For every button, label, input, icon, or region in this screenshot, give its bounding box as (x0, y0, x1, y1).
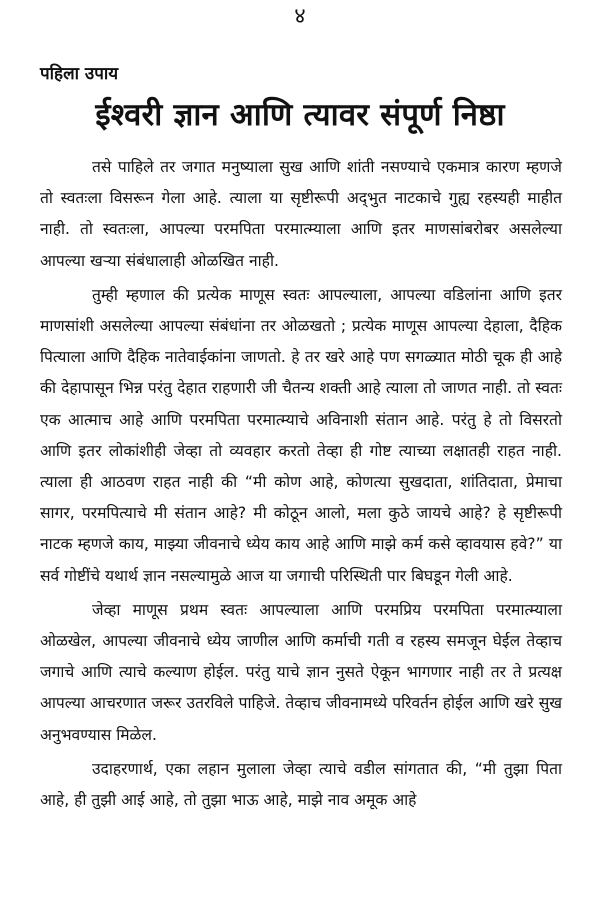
paragraph-3: जेव्हा माणूस प्रथम स्वतः आपल्याला आणि परमप्रिय परमपिता परमात्म्याला ओळखेल, आपल्या जीवनाचे ध्येय जाणील आणि कर्माची गती व रहस्य समजून घेईल तेव्हाच जगाचे आणि त्याचे कल्याण होईल. परंतु याचे ज्ञान नुसते ऐकून भागणार नाही तर ते प्रत्यक्ष आपल्या आचरणात जरूर उतरविले पाहिजे. तेव्हाच जीवनामध्ये परिवर्तन होईल आणि खरे सुख अनुभवण्यास मिळेल. (40, 600, 562, 744)
page-number: ४ (294, 4, 306, 29)
body-text (40, 152, 562, 819)
section-label: पहिला उपाय (40, 64, 119, 84)
paragraph-2: तुम्ही म्हणाल की प्रत्येक माणूस स्वतः आपल्याला, आपल्या वडिलांना आणि इतर माणसांशी असलेल्या आपल्या संबंधांना तर ओळखतो ; प्रत्येक माणूस आपल्या देहाला, दैहिक पित्याला आणि दैहिक नातेवाईकांना जाणतो. हे तर खरे आहे पण सगळ्यात मोठी चूक ही आहे की देहापासून भिन्न परंतु देहात राहणारी जी चैतन्य शक्ती आहे त्याला तो जाणत नाही. तो स्वतः एक आत्माच आहे आणि परमपिता परमात्म्याचे अविनाशी संतान आहे. परंतु हे तो विसरतो आणि इतर लोकांशीही जेव्हा तो व्यवहार करतो तेव्हा ही गोष्ट त्याच्या लक्षातही राहत नाही. त्याला ही आठवण राहत नाही की “मी कोण आहे, कोणत्या सुखदाता, शांतिदाता, प्रेमाचा सागर, परमपित्याचे मी संतान आहे? मी कोठून आलो, मला कुठे जायचे आहे? हे सृष्टीरूपी नाटक म्हणजे काय, माझ्या जीवनाचे ध्येय काय आहे आणि माझे कर्म कसे व्हावयास हवे?” या सर्व गोष्टींचे यथार्थ ज्ञान नसल्यामुळे आज या जगाची परिस्थिती पार बिघडून गेली आहे. (40, 285, 562, 585)
paragraph-1: तसे पाहिले तर जगात मनुष्याला सुख आणि शांती नसण्याचे एकमात्र कारण म्हणजे तो स्वतःला विसरून गेला आहे. त्याला या सृष्टीरूपी अद्‌भुत नाटकाचे गुह्य रहस्यही माहीत नाही. तो स्वतःला, आपल्या परमपिता परमात्म्याला आणि इतर माणसांबरोबर असलेल्या आपल्या खऱ्या संबंधालाही ओळखित नाही. (40, 158, 562, 270)
chapter-title: ईश्वरी ज्ञान आणि त्यावर संपूर्ण निष्ठा (95, 97, 505, 133)
paragraph-4: उदाहरणार्थ, एका लहान मुलाला जेव्हा त्याचे वडील सांगतात की, “मी तुझा पिता आहे, ही तुझी आई आहे, तो तुझा भाऊ आहे, माझे नाव अमूक आहे (40, 759, 562, 810)
